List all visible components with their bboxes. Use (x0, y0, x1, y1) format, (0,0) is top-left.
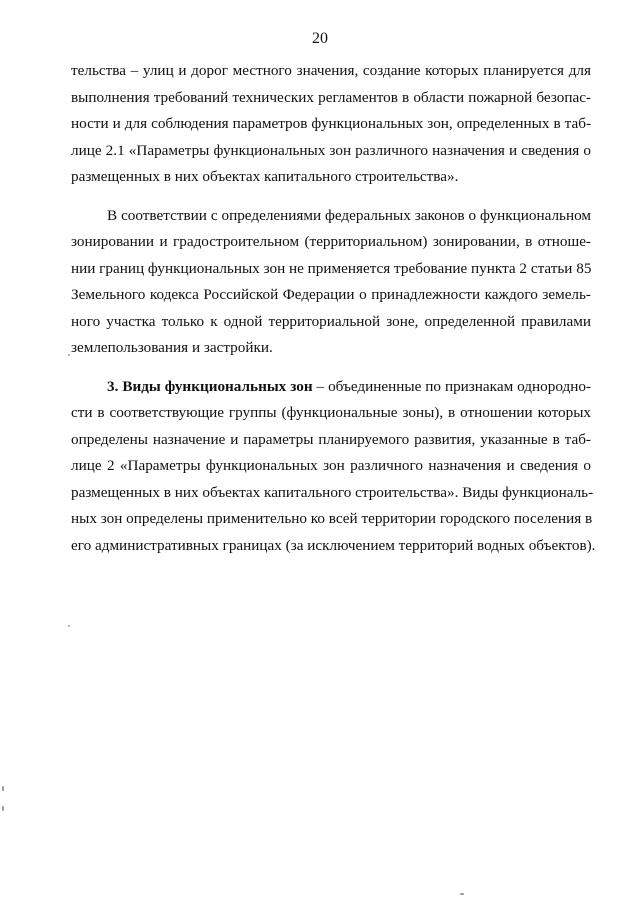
text-line: ности и для соблюдения параметров функциональных зон, определенных в таб- (71, 115, 591, 132)
scan-speck (68, 625, 70, 627)
text-line: ных зон определены применительно ко всей территории городского поселения в (71, 510, 593, 527)
paragraph-3 (71, 374, 596, 560)
text-line: нии границ функциональных зон не применяется требование пункта 2 статьи 85 (71, 259, 592, 277)
text-line: его административных границах (за исключением территорий водных объектов). (71, 536, 596, 554)
text-line: лице 2.1 «Параметры функциональных зон различного назначения и сведения о (71, 141, 591, 159)
text-line: землепользования и застройки. (71, 339, 273, 356)
text-line (71, 374, 591, 401)
heading-continuation: – объединенные по признакам однородно- (312, 377, 591, 395)
text-line: Земельного кодекса Российской Федерации о принадлежности каждого земель- (71, 286, 591, 303)
paragraph-spacer (71, 191, 591, 203)
text-line: сти в соответствующие группы (функциональные зоны), в отношении которых (71, 404, 591, 421)
text-line: лице 2 «Параметры функциональных зон различного назначения и сведения о (71, 457, 591, 474)
text-line: размещенных в них объектах капитального строительства». Виды функциональ- (71, 483, 594, 501)
document-body (71, 58, 596, 559)
text-line: В соответствии с определениями федеральных законов о функциональном (107, 206, 591, 224)
scan-speck (460, 893, 464, 895)
scan-speck (2, 786, 4, 791)
text-line: тельства – улиц и дорог местного значения, создание которых планируется для (71, 62, 591, 79)
paragraph-2 (71, 203, 591, 362)
text-line: определены назначение и параметры планируемого развития, указанные в таб- (71, 430, 591, 448)
section-heading: 3. Виды функциональных зон (107, 377, 313, 395)
paragraph-1 (71, 58, 591, 191)
text-line: выполнения требований технических регламентов в области пожарной безопас- (71, 88, 591, 106)
scan-speck (68, 354, 70, 356)
page-number: 20 (312, 30, 328, 47)
text-line: размещенных в них объектах капитального строительства». (71, 168, 459, 185)
paragraph-spacer (71, 362, 591, 374)
text-line: зонировании и градостроительном (территориальном) зонировании, в отноше- (71, 233, 591, 250)
text-line: ного участка только к одной территориальной зоне, определенной правилами (71, 312, 591, 330)
scan-speck (2, 806, 4, 811)
